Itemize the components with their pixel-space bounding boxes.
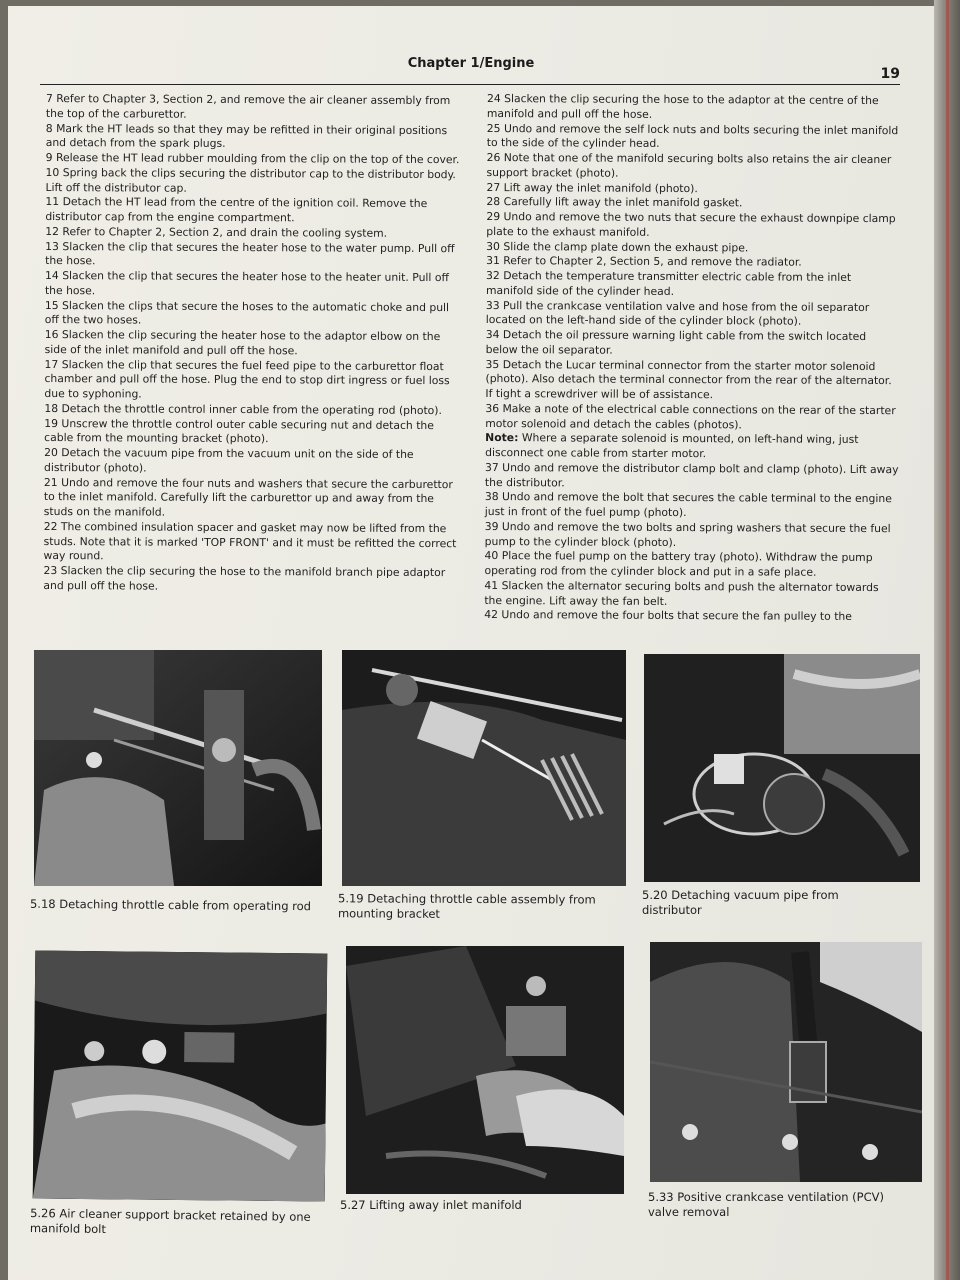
caption-5-33: 5.33 Positive crankcase ventilation (PCV) valve removal [648,1190,884,1219]
step-paragraph: 16 Slacken the clip securing the heater hose to the adaptor elbow on the side of the inlet manifold and pull off the hose. [44,327,441,358]
page-number: 19 [880,66,900,82]
step-paragraph: 20 Detach the vacuum pipe from the vacuum unit on the side of the distributor (photo). [44,445,414,475]
photo-5-33-pcv-valve [650,942,922,1182]
chapter-title: Chapter 1/Engine [407,56,535,71]
page-edge-marker [946,0,949,1280]
note-label: Note: [485,431,519,445]
step-paragraph: 37 Undo and remove the distributor clamp bolt and clamp (photo). Lift away the distributor. [484,460,899,489]
step-paragraph: 28 Carefully lift away the inlet manifold gasket. [486,195,743,210]
note-paragraph [485,431,899,463]
photo-5-26-air-cleaner-bracket [33,950,328,1201]
note-text: Where a separate solenoid is mounted, on left-hand wing, just disconnect one cable from starter motor. [485,431,859,461]
caption-5-27: 5.27 Lifting away inlet manifold [340,1198,522,1212]
header-rule [40,84,900,85]
step-paragraph: 33 Pull the crankcase ventilation valve and hose from the oil separator located on the left-hand side of the cylinder block (photo). [485,298,870,328]
step-paragraph: 15 Slacken the clips that secure the hoses to the automatic choke and pull off the two hoses. [44,298,450,327]
caption-5-26: 5.26 Air cleaner support bracket retained by one manifold bolt [29,1205,311,1237]
photo-5-18-throttle-cable [34,650,322,886]
step-paragraph: 42 Undo and remove the four bolts that secure the fan pulley to the [484,608,852,624]
step-paragraph: 21 Undo and remove the four nuts and washers that secure the carburettor to the inlet manifold. Carefully lift the carburettor up and away from the studs on the manifold. [43,475,453,519]
caption-5-20: 5.20 Detaching vacuum pipe from distributor [642,888,839,917]
step-paragraph: 26 Note that one of the manifold securing bolts also retains the air cleaner support bracket (photo). [486,150,892,180]
step-paragraph: 8 Mark the HT leads so that they may be refitted in their original positions and detach from the spark plugs. [45,121,448,151]
photo-5-27-inlet-manifold [346,946,624,1194]
step-paragraph: 10 Spring back the clips securing the distributor cap to the distributor body. Lift off the distributor cap. [45,165,456,195]
step-paragraph: 39 Undo and remove the two bolts and spring washers that secure the fuel pump to the cylinder block (photo). [484,519,891,549]
step-paragraph: 23 Slacken the clip securing the hose to the manifold branch pipe adaptor and pull off the hose. [43,563,446,593]
caption-5-19: 5.19 Detaching throttle cable assembly from mounting bracket [337,891,596,921]
step-paragraph: 34 Detach the oil pressure warning light cable from the switch located below the oil separator. [485,327,867,357]
step-paragraph: 29 Undo and remove the two nuts that secure the exhaust downpipe clamp plate to the exhaust manifold. [486,209,896,239]
caption-5-18: 5.18 Detaching throttle cable from operating rod [29,896,312,914]
step-paragraph: 22 The combined insulation spacer and gasket may now be lifted from the studs. Note that it is marked 'TOP FRONT' and it must be refitted the correct way round. [43,519,457,563]
step-paragraph: 35 Detach the Lucar terminal connector from the starter motor solenoid (photo). Also detach the terminal connector from the rear of the alternator. If tight a screwdriver will be of assistance. [485,357,892,402]
step-paragraph: 13 Slacken the clip that secures the heater hose to the water pump. Pull off the hose. [45,239,455,268]
step-paragraph: 14 Slacken the clip that secures the heater hose to the heater unit. Pull off the hose. [44,268,449,298]
text-column-left [43,92,460,596]
step-paragraph: 18 Detach the throttle control inner cable from the operating rod (photo). [44,401,442,417]
step-paragraph: 38 Undo and remove the bolt that secures the cable terminal to the engine just in front of the fuel pump (photo). [484,490,892,520]
step-paragraph: 7 Refer to Chapter 3, Section 2, and remove the air cleaner assembly from the top of the carburettor. [45,92,451,121]
step-paragraph: 19 Unscrew the throttle control outer cable securing nut and detach the cable from the mounting bracket (photo). [44,416,434,446]
step-paragraph: 41 Slacken the alternator securing bolts and push the alternator towards the engine. Lift away the fan belt. [484,578,879,608]
text-column-right [484,92,901,625]
photo-5-19-throttle-cable-bracket [342,650,626,886]
manual-page [8,6,934,1280]
step-paragraph: 12 Refer to Chapter 2, Section 2, and drain the cooling system. [45,224,388,240]
photo-5-20-vacuum-pipe [644,654,920,882]
book-edge [934,0,960,1280]
step-paragraph: 24 Slacken the clip securing the hose to the adaptor at the centre of the manifold and pull off the hose. [486,92,879,121]
step-paragraph: 36 Make a note of the electrical cable connections on the rear of the starter motor solenoid and detach the cables (photos). [485,401,896,431]
step-paragraph: 25 Undo and remove the self lock nuts and bolts securing the inlet manifold to the side of the cylinder head. [486,121,899,151]
step-paragraph: 31 Refer to Chapter 2, Section 5, and remove the radiator. [486,254,802,269]
step-paragraph: 9 Release the HT lead rubber moulding from the clip on the top of the cover. [45,150,460,167]
step-paragraph: 32 Detach the temperature transmitter electric cable from the inlet manifold side of the cylinder head. [485,268,852,298]
step-paragraph: 11 Detach the HT lead from the centre of the ignition coil. Remove the distributor cap from the engine compartment. [45,195,428,225]
step-paragraph: 27 Lift away the inlet manifold (photo). [486,180,698,195]
step-paragraph: 30 Slide the clamp plate down the exhaust pipe. [486,239,749,254]
step-paragraph: 40 Place the fuel pump on the battery tray (photo). Withdraw the pump operating rod from the cylinder block and put in a safe place. [484,549,873,579]
step-paragraph: 17 Slacken the clip that secures the fuel feed pipe to the carburettor float chamber and pull off the hose. Plug the end to stop dirt ingress or fuel loss due to syphoning. [44,357,450,401]
